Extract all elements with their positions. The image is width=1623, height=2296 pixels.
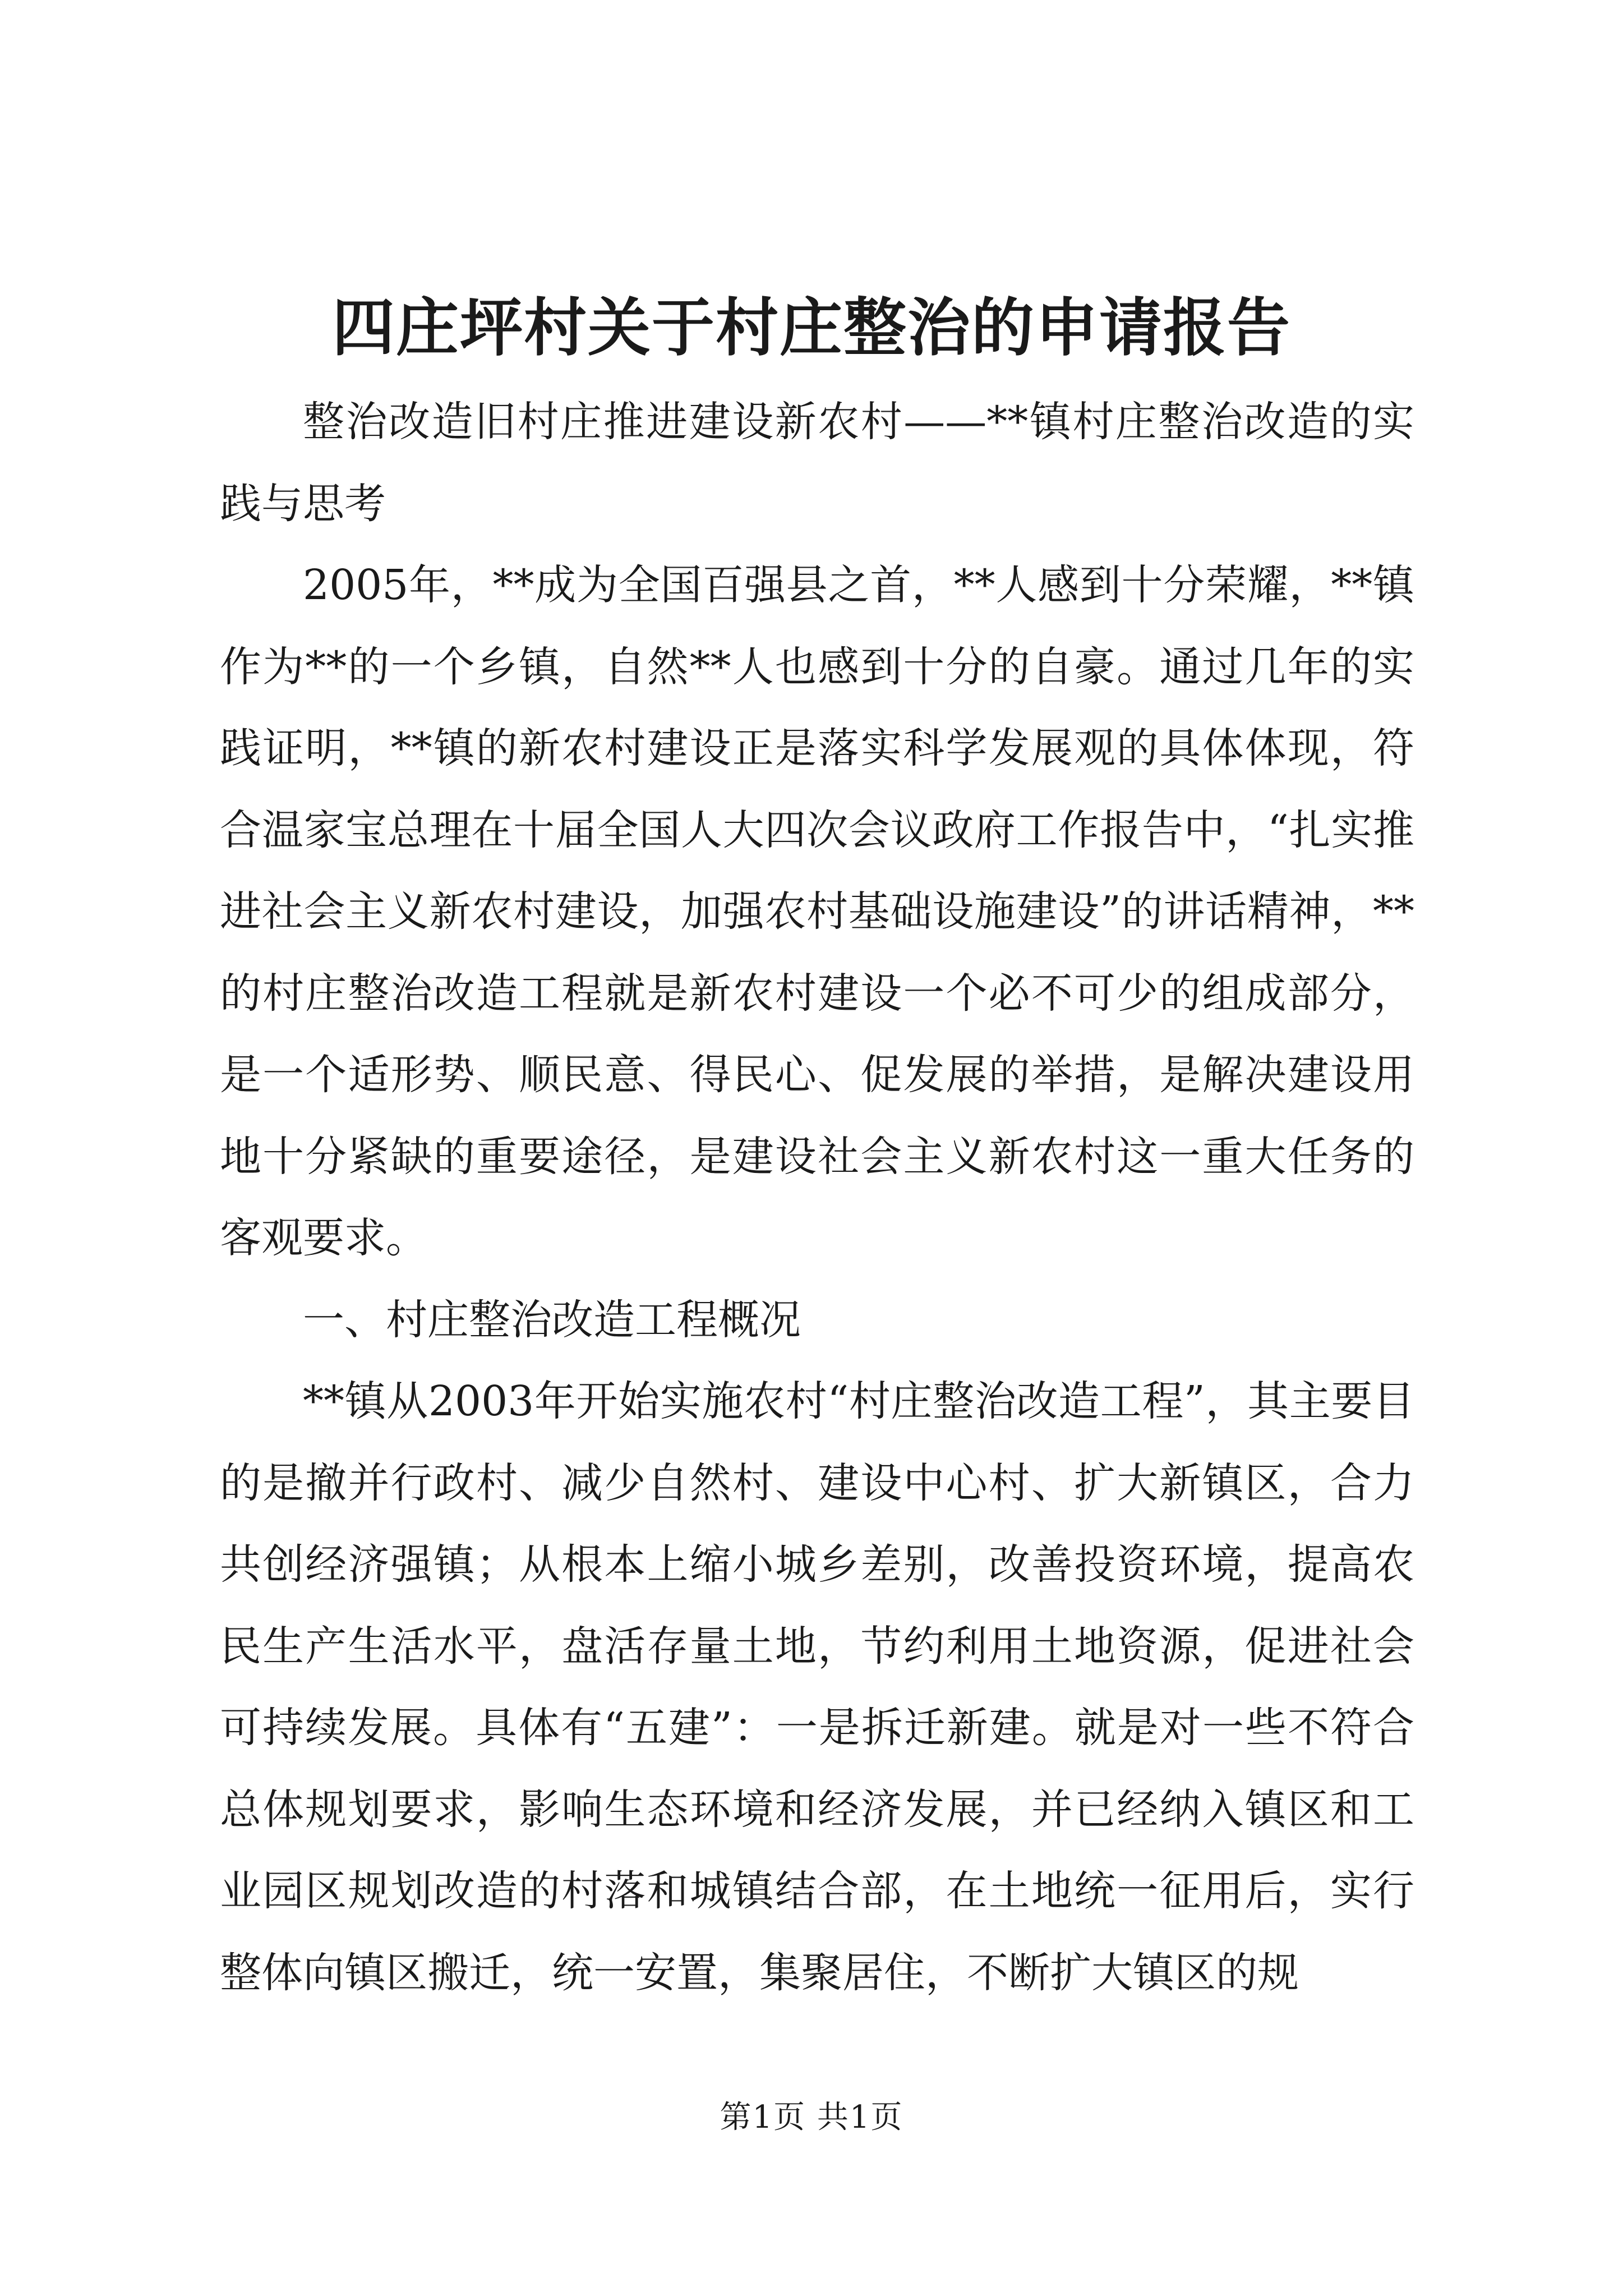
paragraph-subtitle: 整治改造旧村庄推进建设新农村——**镇村庄整治改造的实践与思考 (220, 398, 1414, 528)
section-heading: 一、村庄整治改造工程概况 (303, 1295, 801, 1344)
document-body (220, 381, 1414, 2014)
paragraph-overview: **镇从2003年开始实施农村“村庄整治改造工程”，其主要目的是撤并行政村、减少自然村、建设中心村、扩大新镇区，合力共创经济强镇；从根本上缩小城乡差别，改善投资环境，提高农民生产生活水平，盘活存量土地，节约利用土地资源，促进社会可持续发展。具体有“五建”：一是拆迁新建。就是对一些不符合总体规划要求，影响生态环境和经济发展，并已经纳入镇区和工业园区规划改造的村落和城镇结合部，在土地统一征用后，实行整体向镇区搬迁，统一安置，集聚居住，不断扩大镇区的规 (220, 1377, 1414, 1997)
page-footer: 第1页 共1页 (720, 2099, 903, 2136)
paragraph-intro: 2005年，**成为全国百强县之首，**人感到十分荣耀，**镇作为**的一个乡镇，自然**人也感到十分的自豪。通过几年的实践证明，**镇的新农村建设正是落实科学发展观的具体体现，符合温家宝总理在十届全国人大四次会议政府工作报告中，“扎实推进社会主义新农村建设，加强农村基础设施建设”的讲话精神，**的村庄整治改造工程就是新农村建设一个必不可少的组成部分，是一个适形势、顺民意、得民心、促发展的举措，是解决建设用地十分紧缺的重要途径，是建设社会主义新农村这一重大任务的客观要求。 (220, 561, 1414, 1262)
document-title: 四庄坪村关于村庄整治的申请报告 (332, 291, 1291, 365)
